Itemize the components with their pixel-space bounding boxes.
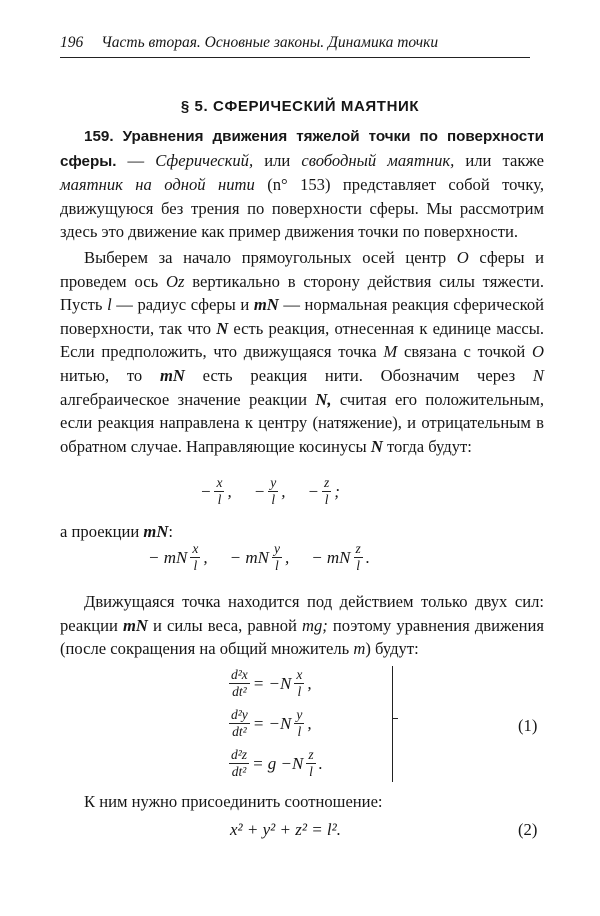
equation-z: $\frac{\text{d²z}}{\text{dt²}}$ = g − N $\frac{z}{l}$ .: [231, 747, 323, 779]
direction-cosines: − $\frac{x}{l}$ , − $\frac{y}{l}$ , − $\frac{z}{l}$ ;: [200, 475, 340, 507]
paragraph-2: Выберем за начало прямоугольных осей центр O сферы и проведем ось Oz вертикально в сторону действия силы тяжести. Пусть l — радиус сферы и mN — нормальная реакция сферической поверхности, так что N есть реакция, отнесенная к единице массы. Если предположить, что движущаяся точка M связана с точкой O нитью, то mN есть реакция нити. Обозначим через N алгебраическое значение реакции N, считая его положительным, если реакция направлена к центру (натяжение), и отрицательным в обратном случае. Направляющие косинусы N тогда будут:: [60, 248, 545, 456]
running-head-text: Часть вторая. Основные законы. Динамика точки: [101, 34, 439, 51]
page-number: 196: [60, 34, 84, 51]
equation-label-1: (1): [518, 716, 538, 735]
equation-x: $\frac{\text{d²x}}{\text{dt²}}$ = − N $\frac{x}{l}$ ,: [231, 667, 312, 699]
paragraph-3: Движущаяся точка находится под действием только двух сил: реакции mN и силы веса, равной mg; поэтому уравнения движения (после сокращения на общий множитель m) будут:: [60, 592, 544, 659]
projections-formula: − mN $\frac{x}{l}$ , − mN $\frac{y}{l}$ , − mN $\frac{z}{l}$ .: [148, 541, 371, 573]
section-title: § 5. СФЕРИЧЕСКИЙ МАЯТНИК: [180, 98, 420, 115]
projections-intro: а проекции mN:: [60, 522, 173, 541]
system-brace: [384, 666, 393, 782]
cosine-x: $\frac{x}{l}$: [216, 475, 223, 507]
system-brace-tip: [392, 718, 398, 719]
equation-y: $\frac{\text{d²y}}{\text{dt²}}$ = − N $\frac{y}{l}$ ,: [231, 707, 312, 739]
article-heading: 159. Уравнения движения тяжелой точки по поверхности сферы.: [60, 128, 544, 170]
paragraph-1: 159. Уравнения движения тяжелой точки по поверхности сферы. — Сферический, или свободный маятник, или также маятник на одной нити (n° 153) представляет собой точку, движущуюся без трения по поверхности сферы. Мы рассмотрим здесь это движение как пример движения точки по поверхности.: [60, 128, 545, 242]
equation-label-2: (2): [518, 820, 538, 839]
constraint-equation: x² + y² + z² = l².: [230, 820, 341, 839]
cosine-y: $\frac{y}{l}$: [270, 475, 277, 507]
cosine-z: $\frac{z}{l}$: [323, 475, 330, 507]
paragraph-4: К ним нужно присоединить соотношение:: [84, 792, 383, 811]
running-head: [60, 34, 530, 58]
